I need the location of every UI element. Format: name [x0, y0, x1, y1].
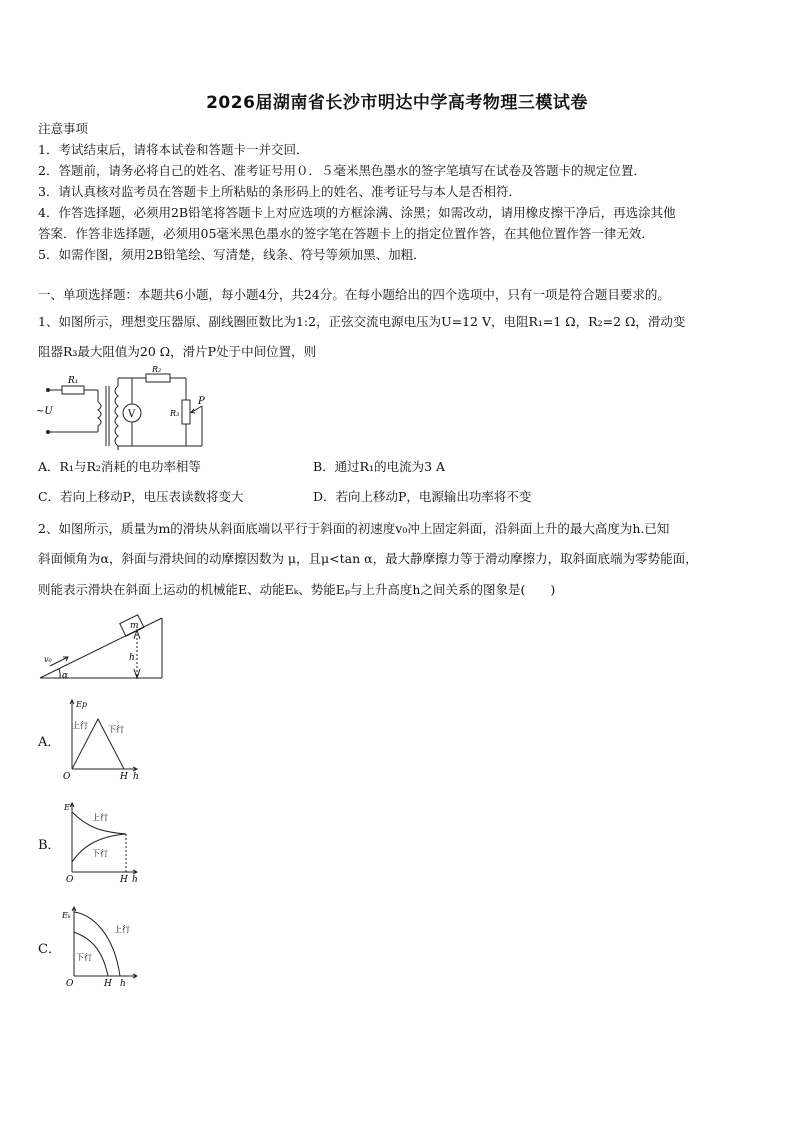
r3-label: R₃ — [170, 409, 180, 418]
graph-b — [62, 800, 144, 886]
graph-b-down: 下行 — [92, 849, 108, 858]
notice-item: 答案．作答非选择题，必须用05毫米黑色墨水的签字笔在答题卡上的指定位置作答，在其他位置作答一律无效． — [38, 226, 654, 241]
graph-b-label: B． — [38, 838, 61, 853]
incline-diagram — [38, 612, 168, 682]
slider-label: P — [198, 396, 205, 407]
option-b: B．通过R₁的电流为3 A — [313, 459, 446, 474]
graph-a-down: 下行 — [108, 725, 124, 734]
question-2-text: 2、如图所示，质量为m的滑块从斜面底端以平行于斜面的初速度v₀冲上固定斜面，沿斜面上升的最大高度为h.已知 — [38, 521, 670, 536]
ek-curve-up — [74, 912, 120, 976]
question-1-text: 1、如图所示，理想变压器原、副线圈匝数比为1:2，正弦交流电源电压为U=12 V，电阻R₁=1 Ω，R₂=2 Ω，滑动变 — [38, 314, 686, 329]
question-2-text: 则能表示滑块在斜面上运动的机械能E、动能Eₖ、势能Eₚ与上升高度h之间关系的图象是( ) — [38, 582, 556, 597]
resistor-r2 — [146, 374, 170, 382]
height-label: h — [129, 653, 135, 663]
angle-label: α — [62, 671, 69, 681]
notice-item: 2．答题前，请务必将自己的姓名、准考证号用０．５毫米黑色墨水的签字笔填写在试卷及答题卡的规定位置． — [38, 163, 646, 178]
graph-a-xlabel: h — [133, 772, 139, 782]
graph-c-ylabel: Eₖ — [62, 911, 71, 920]
graph-a-up: 上行 — [72, 721, 88, 730]
section-heading: 一、单项选择题：本题共6小题，每小题4分，共24分。在每小题给出的四个选项中，只有一项是符合题目要求的。 — [38, 287, 670, 302]
graph-a-xmark: H — [120, 772, 128, 782]
graph-b-xlabel: h — [132, 875, 138, 885]
velocity-label: v₀ — [44, 655, 52, 664]
graph-a-label: A． — [38, 735, 61, 750]
graph-b-up: 上行 — [92, 813, 108, 822]
option-d: D．若向上移动P，电源输出功率将不变 — [313, 489, 532, 504]
graph-b-ylabel: E — [64, 803, 70, 812]
question-1-text: 阻器R₃最大阻值为20 Ω，滑片P处于中间位置，则 — [38, 344, 317, 359]
transformer-circuit-diagram — [36, 366, 226, 450]
resistor-r1 — [62, 386, 84, 394]
r2-label: R₂ — [152, 366, 162, 374]
graph-a-origin: O — [63, 772, 71, 782]
graph-c-up: 上行 — [114, 925, 130, 934]
r1-label: R₁ — [68, 376, 79, 386]
notice-item: 4．作答选择题，必须用2B铅笔将答题卡上对应选项的方框涂满、涂黑；如需改动，请用橡皮擦干净后，再选涂其他 — [38, 205, 676, 220]
graph-c-xmark: H — [104, 979, 112, 989]
voltmeter-label: V — [128, 409, 136, 420]
question-2-text: 斜面倾角为α，斜面与滑块间的动摩擦因数为 μ，且μ<tan α，最大静摩擦力等于滑动摩擦力，取斜面底端为零势能面， — [38, 551, 698, 566]
notice-item: 3．请认真核对监考员在答题卡上所粘贴的条形码上的姓名、准考证号与本人是否相符． — [38, 184, 521, 199]
page-title: 2026届湖南省长沙市明达中学高考物理三模试卷 — [206, 93, 588, 113]
graph-c-label: C． — [38, 942, 61, 957]
graph-c-origin: O — [66, 979, 74, 989]
notice-item: 1．考试结束后，请将本试卷和答题卡一并交回． — [38, 142, 309, 157]
option-c: C．若向上移动P，电压表读数将变大 — [38, 489, 244, 504]
graph-c-xlabel: h — [120, 979, 126, 989]
graph-b-xmark: H — [120, 875, 128, 885]
notice-heading: 注意事项 — [38, 121, 89, 136]
option-a: A．R₁与R₂消耗的电功率相等 — [38, 459, 201, 474]
graph-c-down: 下行 — [76, 953, 92, 962]
notice-item: 5．如需作图，须用2B铅笔绘、写清楚，线条、符号等须加黑、加粗． — [38, 247, 426, 262]
graph-b-origin: O — [66, 875, 74, 885]
source-label: ~U — [36, 406, 53, 417]
block-label: m — [130, 621, 139, 631]
graph-a — [62, 697, 144, 783]
rheostat-r3 — [182, 400, 190, 424]
graph-c — [62, 904, 144, 990]
graph-a-ylabel: Ep — [76, 700, 87, 709]
